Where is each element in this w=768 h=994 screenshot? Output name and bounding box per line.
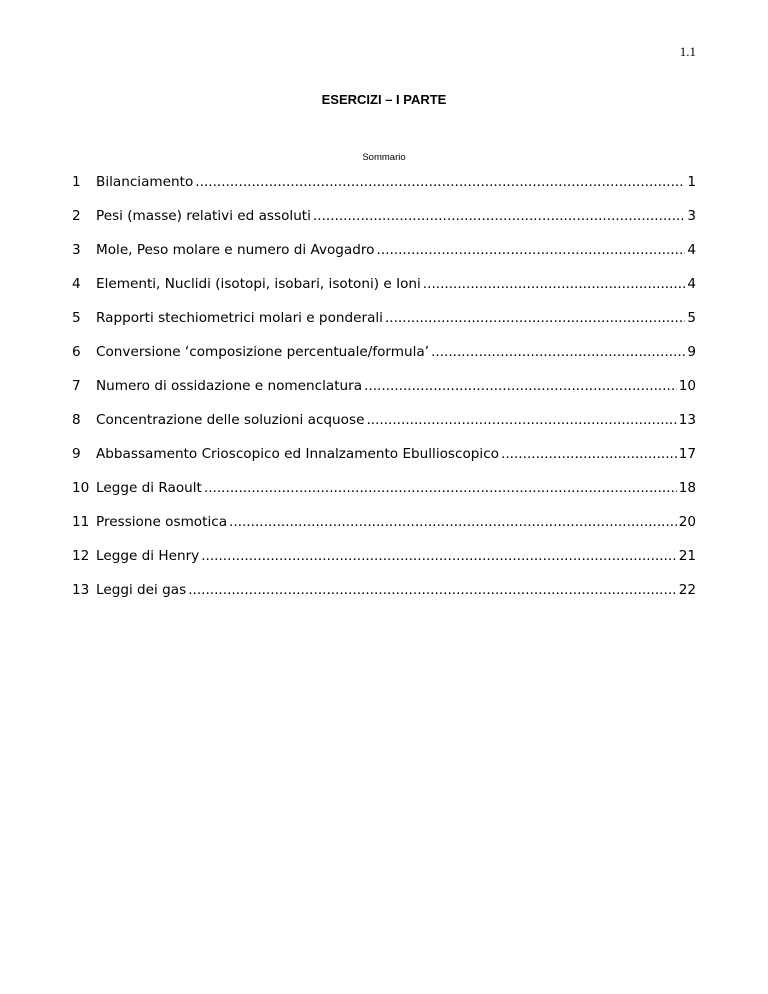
toc-entry-7[interactable] [72,374,696,408]
toc-entry-1[interactable] [72,170,696,204]
toc-entry-title: Rapporti stechiometrici molari e ponderali [96,310,383,326]
toc-entry-number: 7 [72,378,81,394]
toc-entry-page: 18 [678,480,696,496]
toc-entry-3[interactable] [72,238,696,272]
toc-entry-12[interactable] [72,544,696,578]
toc-entry-page: 20 [678,514,696,530]
toc-dot-leader [366,408,676,432]
toc-entry-2[interactable] [72,204,696,238]
toc-entry-number: 10 [72,480,90,496]
toc-entry-number: 1 [72,174,81,190]
toc-dot-leader [377,238,686,262]
toc-dot-leader [385,306,685,330]
toc-entry-title: Leggi dei gas [96,582,187,598]
toc-entry-11[interactable] [72,510,696,544]
toc-entry-4[interactable] [72,272,696,306]
toc-entry-title: Legge di Henry [96,548,200,564]
toc-entry-title: Pesi (masse) relativi ed assoluti [96,208,311,224]
toc-entry-page: 22 [678,582,696,598]
toc-entry-title: Legge di Raoult [96,480,202,496]
toc-entry-page: 21 [678,548,696,564]
toc-entry-title: Elementi, Nuclidi (isotopi, isobari, isotoni) e Ioni [96,276,421,292]
toc-entry-number: 13 [72,582,90,598]
toc-entry-page: 10 [678,378,696,394]
toc-entry-title: Conversione ‘composizione percentuale/formula’ [96,344,430,360]
toc-dot-leader [195,170,685,194]
toc-entry-number: 6 [72,344,81,360]
toc-entry-number: 2 [72,208,81,224]
toc-dot-leader [431,340,685,364]
toc-heading: Sommario [362,152,406,163]
toc-entry-title: Numero di ossidazione e nomenclatura [96,378,363,394]
toc-entry-number: 9 [72,446,81,462]
toc-entry-number: 5 [72,310,81,326]
toc-dot-leader [501,442,677,466]
toc-entry-page: 4 [687,242,696,258]
toc-entry-title: Mole, Peso molare e numero di Avogadro [96,242,375,258]
toc-entry-page: 1 [687,174,696,190]
toc-entry-number: 3 [72,242,81,258]
toc-dot-leader [229,510,677,534]
toc-entry-title: Abbassamento Crioscopico ed Innalzamento Ebullioscopico [96,446,500,462]
toc-entry-10[interactable] [72,476,696,510]
toc-dot-leader [364,374,677,398]
toc-entry-title: Pressione osmotica [96,514,228,530]
toc-entry-13[interactable] [72,578,696,612]
toc-entry-9[interactable] [72,442,696,476]
toc-entry-title: Concentrazione delle soluzioni acquose [96,412,365,428]
toc-entry-6[interactable] [72,340,696,374]
document-title: ESERCIZI – I PARTE [321,92,447,107]
toc-dot-leader [201,544,676,568]
toc-entry-number: 4 [72,276,81,292]
toc-dot-leader [188,578,677,602]
toc-dot-leader [204,476,677,500]
toc-entry-number: 11 [72,514,90,530]
toc-entry-page: 17 [678,446,696,462]
toc-entry-page: 5 [687,310,696,326]
page-number: 1.1 [679,44,696,59]
toc-entry-number: 12 [72,548,90,564]
toc-dot-leader [423,272,686,296]
toc-entry-5[interactable] [72,306,696,340]
toc-entry-page: 4 [687,276,696,292]
table-of-contents [72,170,696,612]
toc-entry-page: 9 [687,344,696,360]
toc-entry-title: Bilanciamento [96,174,194,190]
toc-dot-leader [313,204,685,228]
toc-entry-8[interactable] [72,408,696,442]
toc-entry-number: 8 [72,412,81,428]
toc-entry-page: 13 [678,412,696,428]
toc-entry-page: 3 [687,208,696,224]
